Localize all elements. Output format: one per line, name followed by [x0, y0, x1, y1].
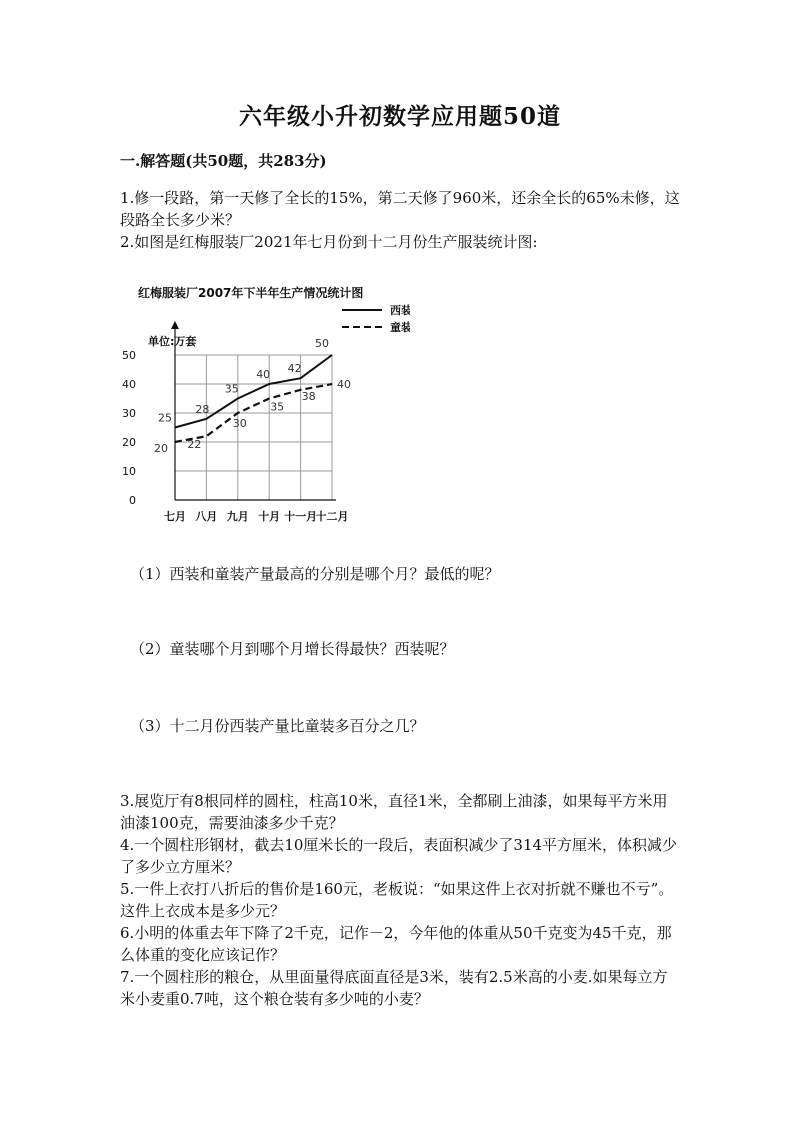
data-label: 50 [315, 337, 329, 350]
question-5: 5.一件上衣打八折后的售价是160元，老板说：“如果这件上衣对折就不赚也不亏”。这件上衣成本是多少元？ [120, 880, 674, 920]
x-tick-label: 九月 [226, 510, 249, 523]
x-tick-label: 八月 [195, 510, 218, 523]
data-label: 35 [224, 382, 239, 396]
x-tick-label: 十月 [258, 510, 281, 523]
y-tick-label: 20 [122, 436, 136, 449]
production-line-chart [120, 275, 410, 530]
question-6: 6.小明的体重去年下降了2千克，记作－2，今年他的体重从50千克变为45千克，那么体重的变化应该记作？ [120, 924, 672, 964]
chart-svg [120, 275, 410, 530]
x-tick-label: 十一月 [284, 510, 318, 523]
page-title: 六年级小升初数学应用题50道 [238, 103, 561, 130]
question-2: 2.如图是红梅服装厂2021年七月份到十二月份生产服装统计图: [120, 233, 538, 251]
chart-unit-label: 单位:万套 [148, 335, 197, 348]
data-label: 40 [256, 368, 271, 381]
y-tick-label: 50 [122, 349, 136, 362]
section-heading: 一.解答题(共50题，共283分) [120, 152, 327, 170]
data-label: 42 [287, 362, 302, 376]
x-tick-label: 十二月 [315, 510, 349, 523]
x-tick-label: 七月 [164, 510, 186, 523]
data-label: 28 [195, 402, 210, 416]
data-label: 40 [337, 378, 351, 391]
y-axis-arrow [171, 321, 179, 329]
y-tick-label: 30 [122, 407, 136, 420]
y-tick-label: 40 [122, 378, 136, 391]
legend-label: 童装 [390, 321, 410, 334]
data-label: 20 [154, 442, 168, 455]
question-4: 4.一个圆柱形钢材，截去10厘米长的一段后，表面积减少了314平方厘米，体积减少了多少立方厘米？ [120, 836, 678, 876]
y-tick-label: 10 [122, 465, 136, 478]
question-7: 7.一个圆柱形的粮仓，从里面量得底面直径是3米，装有2.5米高的小麦.如果每立方米小麦重0.7吨，这个粮仓装有多少吨的小麦？ [120, 968, 668, 1008]
data-label: 22 [187, 438, 202, 452]
question-2-part-3: （3）十二月份西装产量比童装多百分之几？ [130, 717, 425, 735]
data-label: 25 [158, 411, 172, 425]
question-2-part-1: （1）西装和童装产量最高的分别是哪个月？最低的呢？ [130, 565, 500, 583]
chart-title: 红梅服装厂2007年下半年生产情况统计图 [138, 286, 364, 300]
data-label: 35 [270, 400, 285, 414]
question-2-part-2: （2）童装哪个月到哪个月增长得最快？西装呢？ [130, 640, 455, 658]
data-label: 30 [232, 417, 247, 430]
legend-label: 西装 [390, 304, 410, 317]
question-3: 3.展览厅有8根同样的圆柱，柱高10米，直径1米，全都刷上油漆，如果每平方米用油漆100克，需要油漆多少千克？ [120, 792, 668, 832]
question-1: 1.修一段路，第一天修了全长的15%，第二天修了960米，还余全长的65%未修，这段路全长多少米？ [120, 189, 680, 229]
y-tick-label: 0 [129, 494, 136, 507]
data-label: 38 [301, 389, 316, 403]
